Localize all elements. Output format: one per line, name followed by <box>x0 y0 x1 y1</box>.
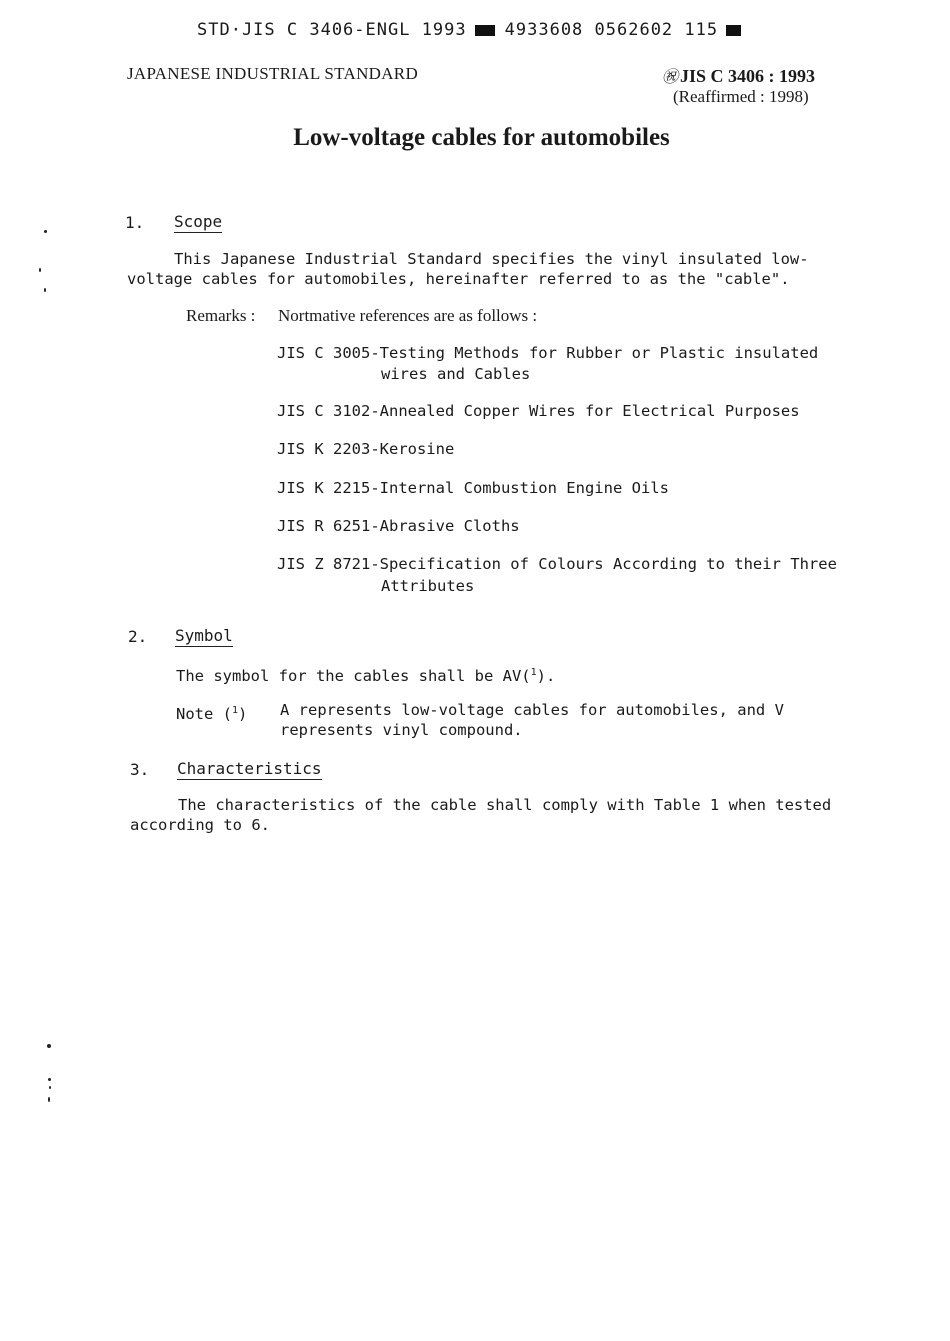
reference-item: JIS K 2215-Internal Combustion Engine Oils <box>277 479 669 497</box>
note-label-close: ) <box>238 705 248 724</box>
scan-speck <box>48 1078 51 1081</box>
reference-item: JIS K 2203-Kerosine <box>277 440 455 458</box>
scan-speck <box>48 1097 50 1102</box>
section-number: 3. <box>130 760 150 779</box>
section-number: 2. <box>128 627 148 646</box>
symbol-statement <box>176 663 555 686</box>
black-block-icon <box>726 25 741 36</box>
paragraph-line: according to 6. <box>130 816 270 834</box>
scan-speck <box>44 288 46 292</box>
scan-header-code <box>197 20 741 40</box>
scan-speck <box>47 1044 51 1048</box>
scan-code-part-1: STD·JIS C 3406-ENGL 1993 <box>197 20 467 40</box>
note-line: represents vinyl compound. <box>280 721 523 739</box>
reference-item: JIS C 3005-Testing Methods for Rubber or Plastic insulated <box>277 344 819 362</box>
reference-item: JIS R 6251-Abrasive Cloths <box>277 517 520 535</box>
note-label-text: Note ( <box>176 705 232 724</box>
note-label <box>176 701 247 724</box>
standard-code-text: JIS C 3406 : 1993 <box>680 66 816 86</box>
section-heading-text: Symbol <box>175 626 233 645</box>
page-title: Low-voltage cables for automobiles <box>293 124 670 151</box>
section-heading-scope <box>174 212 222 232</box>
section-heading-text: Scope <box>174 212 223 231</box>
footnote-ref: 1 <box>530 667 537 678</box>
reference-item: JIS C 3102-Annealed Copper Wires for Electrical Purposes <box>277 402 800 420</box>
scan-speck <box>39 268 41 272</box>
paragraph-line: voltage cables for automobiles, hereinafter referred to as the "cable". <box>127 270 790 288</box>
reference-item-continuation: Attributes <box>381 577 475 595</box>
standard-code <box>662 64 815 87</box>
reference-item: JIS Z 8721-Specification of Colours According to their Three <box>277 555 837 573</box>
section-heading-symbol <box>175 626 233 646</box>
section-heading-text: Characteristics <box>177 759 322 778</box>
reference-item-continuation: wires and Cables <box>381 365 531 383</box>
reaffirmed-date: (Reaffirmed : 1998) <box>673 87 809 106</box>
paragraph-line: The characteristics of the cable shall comply with Table 1 when tested <box>178 796 832 814</box>
scan-speck <box>44 230 47 233</box>
note-line: A represents low-voltage cables for automobiles, and V <box>280 701 784 719</box>
symbol-text-end: ). <box>536 667 556 686</box>
section-number: 1. <box>125 213 145 232</box>
scan-speck <box>49 1086 51 1089</box>
note-footnote-number: 1 <box>232 705 239 716</box>
remarks-text: Nortmative references are as follows : <box>278 306 538 325</box>
paragraph-line: This Japanese Industrial Standard specifies the vinyl insulated low- <box>174 250 809 268</box>
scan-code-part-2: 4933608 0562602 115 <box>504 20 719 40</box>
standard-label: JAPANESE INDUSTRIAL STANDARD <box>127 64 419 83</box>
remarks-label: Remarks : <box>186 306 256 325</box>
black-block-icon <box>475 25 495 36</box>
jis-mark-icon: ㊗ <box>662 69 679 86</box>
symbol-text: The symbol for the cables shall be AV( <box>176 667 531 686</box>
section-heading-characteristics <box>177 759 322 779</box>
